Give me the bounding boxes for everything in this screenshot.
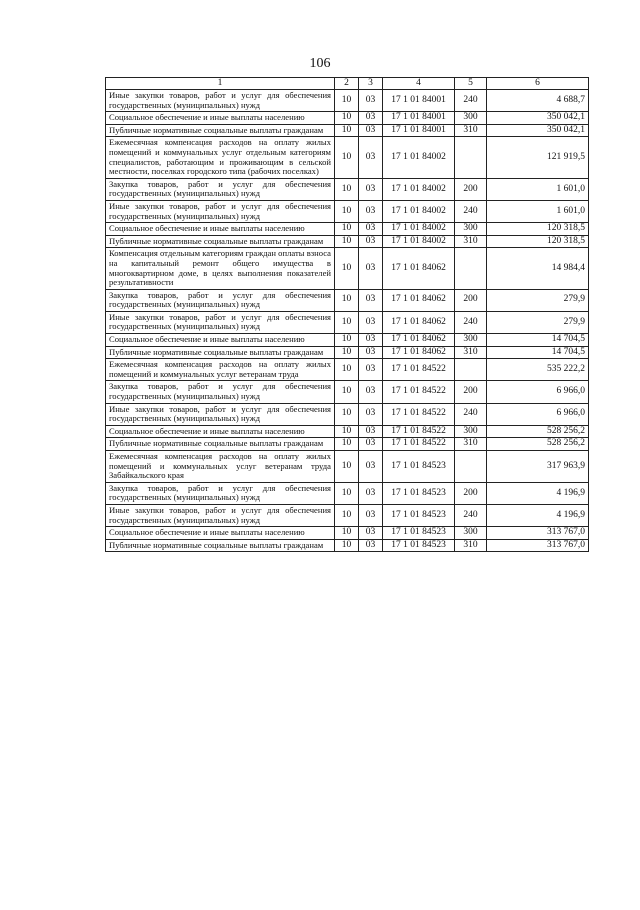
row-section-cell: 10 (335, 403, 359, 425)
row-section-cell: 10 (335, 289, 359, 311)
row-subsection-cell: 03 (359, 289, 383, 311)
table-row (106, 235, 589, 248)
row-section-cell: 10 (335, 451, 359, 483)
row-amount-cell: 279,9 (487, 311, 589, 333)
row-name-cell: Социальное обеспечение и иные выплаты населению (106, 112, 335, 125)
row-subsection-cell: 03 (359, 311, 383, 333)
row-name-cell: Социальное обеспечение и иные выплаты населению (106, 334, 335, 347)
table-row (106, 112, 589, 125)
header-cell: 1 (106, 78, 335, 90)
row-amount-cell: 317 963,9 (487, 451, 589, 483)
row-name-cell: Иные закупки товаров, работ и услуг для обеспечения государственных (муниципальных) нужд (106, 311, 335, 333)
row-name-cell: Социальное обеспечение и иные выплаты населению (106, 527, 335, 540)
row-section-cell: 10 (335, 381, 359, 403)
row-amount-cell: 350 042,1 (487, 124, 589, 137)
row-target-code-cell: 17 1 01 84062 (383, 289, 455, 311)
row-target-code-cell: 17 1 01 84523 (383, 504, 455, 526)
row-target-code-cell: 17 1 01 84522 (383, 438, 455, 451)
row-name-cell: Закупка товаров, работ и услуг для обеспечения государственных (муниципальных) нужд (106, 178, 335, 200)
row-target-code-cell: 17 1 01 84002 (383, 178, 455, 200)
row-name-cell: Иные закупки товаров, работ и услуг для обеспечения государственных (муниципальных) нужд (106, 90, 335, 112)
row-expense-type-cell: 300 (455, 223, 487, 236)
row-name-cell: Иные закупки товаров, работ и услуг для обеспечения государственных (муниципальных) нужд (106, 403, 335, 425)
table-row (106, 223, 589, 236)
row-name-cell: Публичные нормативные социальные выплаты гражданам (106, 346, 335, 359)
row-amount-cell: 120 318,5 (487, 223, 589, 236)
row-subsection-cell: 03 (359, 359, 383, 381)
row-subsection-cell: 03 (359, 504, 383, 526)
row-amount-cell: 528 256,2 (487, 425, 589, 438)
row-expense-type-cell: 200 (455, 482, 487, 504)
row-name-cell: Компенсация отдельным категориям граждан оплаты взноса на капитальный ремонт общего имущества в многоквартирном доме, в целях выполнения показателей результативности (106, 248, 335, 289)
row-name-cell: Публичные нормативные социальные выплаты гражданам (106, 438, 335, 451)
row-amount-cell: 6 966,0 (487, 381, 589, 403)
row-expense-type-cell: 300 (455, 425, 487, 438)
row-amount-cell: 14 704,5 (487, 346, 589, 359)
row-expense-type-cell: 300 (455, 527, 487, 540)
row-subsection-cell: 03 (359, 248, 383, 289)
table-row (106, 403, 589, 425)
row-expense-type-cell: 310 (455, 124, 487, 137)
row-amount-cell: 6 966,0 (487, 403, 589, 425)
row-target-code-cell: 17 1 01 84062 (383, 346, 455, 359)
table-row (106, 359, 589, 381)
row-expense-type-cell: 240 (455, 90, 487, 112)
row-subsection-cell: 03 (359, 112, 383, 125)
row-target-code-cell: 17 1 01 84002 (383, 223, 455, 236)
row-expense-type-cell: 200 (455, 381, 487, 403)
row-target-code-cell: 17 1 01 84062 (383, 248, 455, 289)
row-section-cell: 10 (335, 334, 359, 347)
row-expense-type-cell: 310 (455, 235, 487, 248)
row-expense-type-cell: 300 (455, 112, 487, 125)
row-target-code-cell: 17 1 01 84522 (383, 381, 455, 403)
header-cell: 3 (359, 78, 383, 90)
row-amount-cell: 14 704,5 (487, 334, 589, 347)
row-amount-cell: 1 601,0 (487, 178, 589, 200)
row-expense-type-cell: 300 (455, 334, 487, 347)
row-amount-cell: 1 601,0 (487, 200, 589, 222)
row-name-cell: Закупка товаров, работ и услуг для обеспечения государственных (муниципальных) нужд (106, 381, 335, 403)
row-name-cell: Иные закупки товаров, работ и услуг для обеспечения государственных (муниципальных) нужд (106, 200, 335, 222)
row-subsection-cell: 03 (359, 235, 383, 248)
row-expense-type-cell: 200 (455, 289, 487, 311)
row-target-code-cell: 17 1 01 84062 (383, 311, 455, 333)
table-row (106, 200, 589, 222)
row-amount-cell: 535 222,2 (487, 359, 589, 381)
row-name-cell: Ежемесячная компенсация расходов на оплату жилых помещений и коммунальных услуг ветеранам труда (106, 359, 335, 381)
row-section-cell: 10 (335, 178, 359, 200)
row-target-code-cell: 17 1 01 84523 (383, 539, 455, 552)
row-section-cell: 10 (335, 504, 359, 526)
table-row (106, 137, 589, 178)
row-expense-type-cell: 240 (455, 200, 487, 222)
row-expense-type-cell: 310 (455, 539, 487, 552)
row-expense-type-cell: 240 (455, 311, 487, 333)
row-expense-type-cell: 310 (455, 346, 487, 359)
row-target-code-cell: 17 1 01 84001 (383, 124, 455, 137)
table-row (106, 381, 589, 403)
table-row (106, 482, 589, 504)
table-row (106, 90, 589, 112)
row-subsection-cell: 03 (359, 124, 383, 137)
row-section-cell: 10 (335, 124, 359, 137)
row-target-code-cell: 17 1 01 84522 (383, 425, 455, 438)
table-row (106, 178, 589, 200)
row-amount-cell: 279,9 (487, 289, 589, 311)
row-target-code-cell: 17 1 01 84522 (383, 359, 455, 381)
row-section-cell: 10 (335, 438, 359, 451)
row-section-cell: 10 (335, 137, 359, 178)
row-section-cell: 10 (335, 539, 359, 552)
row-expense-type-cell (455, 451, 487, 483)
table-header (106, 78, 589, 90)
row-subsection-cell: 03 (359, 438, 383, 451)
row-target-code-cell: 17 1 01 84002 (383, 137, 455, 178)
row-target-code-cell: 17 1 01 84523 (383, 482, 455, 504)
row-expense-type-cell: 200 (455, 178, 487, 200)
table-row (106, 311, 589, 333)
row-name-cell: Публичные нормативные социальные выплаты гражданам (106, 124, 335, 137)
row-section-cell: 10 (335, 223, 359, 236)
row-subsection-cell: 03 (359, 90, 383, 112)
table-row (106, 248, 589, 289)
row-amount-cell: 4 196,9 (487, 504, 589, 526)
table-row (106, 124, 589, 137)
header-cell: 6 (487, 78, 589, 90)
row-section-cell: 10 (335, 90, 359, 112)
table-row (106, 504, 589, 526)
table-row (106, 539, 589, 552)
row-section-cell: 10 (335, 425, 359, 438)
row-expense-type-cell (455, 137, 487, 178)
row-subsection-cell: 03 (359, 223, 383, 236)
row-subsection-cell: 03 (359, 346, 383, 359)
row-section-cell: 10 (335, 346, 359, 359)
row-section-cell: 10 (335, 311, 359, 333)
row-target-code-cell: 17 1 01 84001 (383, 112, 455, 125)
row-name-cell: Ежемесячная компенсация расходов на оплату жилых помещений и коммунальных услуг отдельным категориям специалистов, работающим и проживающим в сельской местности, поселках городского типа (рабочих поселках) (106, 137, 335, 178)
table-row (106, 346, 589, 359)
header-cell: 4 (383, 78, 455, 90)
row-section-cell: 10 (335, 359, 359, 381)
row-subsection-cell: 03 (359, 451, 383, 483)
row-amount-cell: 120 318,5 (487, 235, 589, 248)
row-target-code-cell: 17 1 01 84523 (383, 527, 455, 540)
table-row (106, 334, 589, 347)
row-amount-cell: 528 256,2 (487, 438, 589, 451)
row-expense-type-cell: 310 (455, 438, 487, 451)
row-name-cell: Социальное обеспечение и иные выплаты населению (106, 425, 335, 438)
table-row (106, 425, 589, 438)
header-cell: 5 (455, 78, 487, 90)
table-row (106, 289, 589, 311)
row-subsection-cell: 03 (359, 527, 383, 540)
row-name-cell: Иные закупки товаров, работ и услуг для обеспечения государственных (муниципальных) нужд (106, 504, 335, 526)
row-name-cell: Социальное обеспечение и иные выплаты населению (106, 223, 335, 236)
row-amount-cell: 4 688,7 (487, 90, 589, 112)
table-body (106, 90, 589, 552)
row-target-code-cell: 17 1 01 84002 (383, 235, 455, 248)
table-row (106, 438, 589, 451)
row-name-cell: Закупка товаров, работ и услуг для обеспечения государственных (муниципальных) нужд (106, 289, 335, 311)
row-target-code-cell: 17 1 01 84062 (383, 334, 455, 347)
row-subsection-cell: 03 (359, 482, 383, 504)
row-amount-cell: 313 767,0 (487, 539, 589, 552)
page-number: 106 (309, 56, 331, 71)
header-row (106, 78, 589, 90)
row-expense-type-cell: 240 (455, 504, 487, 526)
row-expense-type-cell (455, 248, 487, 289)
row-subsection-cell: 03 (359, 137, 383, 178)
row-subsection-cell: 03 (359, 381, 383, 403)
row-subsection-cell: 03 (359, 539, 383, 552)
row-subsection-cell: 03 (359, 200, 383, 222)
row-section-cell: 10 (335, 248, 359, 289)
table-row (106, 527, 589, 540)
row-subsection-cell: 03 (359, 334, 383, 347)
row-target-code-cell: 17 1 01 84522 (383, 403, 455, 425)
row-target-code-cell: 17 1 01 84523 (383, 451, 455, 483)
row-section-cell: 10 (335, 235, 359, 248)
row-subsection-cell: 03 (359, 425, 383, 438)
row-amount-cell: 14 984,4 (487, 248, 589, 289)
row-name-cell: Закупка товаров, работ и услуг для обеспечения государственных (муниципальных) нужд (106, 482, 335, 504)
row-section-cell: 10 (335, 527, 359, 540)
row-amount-cell: 350 042,1 (487, 112, 589, 125)
row-name-cell: Ежемесячная компенсация расходов на оплату жилых помещений и коммунальных услуг ветеранам труда Забайкальского края (106, 451, 335, 483)
row-expense-type-cell (455, 359, 487, 381)
row-target-code-cell: 17 1 01 84002 (383, 200, 455, 222)
row-name-cell: Публичные нормативные социальные выплаты гражданам (106, 539, 335, 552)
budget-table (105, 77, 589, 552)
row-subsection-cell: 03 (359, 403, 383, 425)
row-expense-type-cell: 240 (455, 403, 487, 425)
header-cell: 2 (335, 78, 359, 90)
row-subsection-cell: 03 (359, 178, 383, 200)
row-section-cell: 10 (335, 200, 359, 222)
table-row (106, 451, 589, 483)
row-amount-cell: 121 919,5 (487, 137, 589, 178)
row-amount-cell: 4 196,9 (487, 482, 589, 504)
row-section-cell: 10 (335, 112, 359, 125)
row-name-cell: Публичные нормативные социальные выплаты гражданам (106, 235, 335, 248)
row-target-code-cell: 17 1 01 84001 (383, 90, 455, 112)
row-amount-cell: 313 767,0 (487, 527, 589, 540)
row-section-cell: 10 (335, 482, 359, 504)
